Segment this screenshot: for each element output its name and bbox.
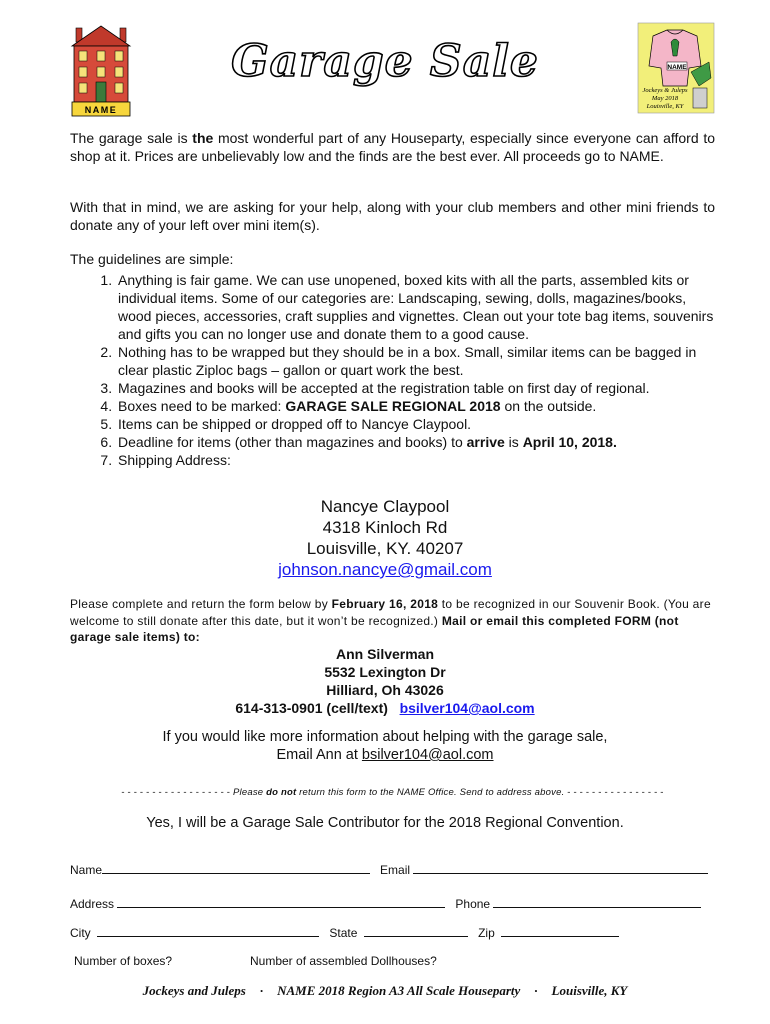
- cut-dashes-left: - - - - - - - - - - - - - - - - - -: [121, 787, 231, 798]
- intro-paragraph-1: [70, 129, 715, 165]
- more-info-text: Email Ann at: [276, 747, 362, 763]
- guideline-text: on the outside.: [500, 398, 597, 414]
- form-row-counts: [70, 954, 715, 966]
- shipping-address: [0, 496, 770, 580]
- footer-separator: ·: [259, 983, 264, 998]
- guideline-item: 3. Magazines and books will be accepted at the registration table on first day of regional.: [116, 379, 715, 397]
- contact-city: Hilliard, Oh 43026: [326, 682, 444, 698]
- contact-street: 5532 Lexington Dr: [324, 664, 446, 680]
- address-label: Address: [70, 897, 115, 911]
- guideline-item: [116, 433, 715, 451]
- address-field[interactable]: [117, 895, 445, 908]
- intro-text: The garage sale is: [70, 130, 193, 146]
- city-label: City: [70, 926, 91, 940]
- phone-label: Phone: [455, 897, 491, 911]
- note-text: to be recognized in our Souvenir Book. (You are welcome to still donate after this date, but it won’t be recognized.): [70, 597, 711, 628]
- phone-field[interactable]: [493, 895, 701, 908]
- contact-phone: 614-313-0901 (cell/text): [235, 700, 388, 716]
- form-row-city-state-zip: [70, 924, 715, 940]
- intro-emphasis: the: [192, 130, 214, 146]
- state-label: State: [329, 926, 358, 940]
- form-heading: Yes, I will be a Garage Sale Contributor for the 2018 Regional Convention.: [146, 815, 624, 831]
- shipping-name: Nancye Claypool: [320, 497, 450, 516]
- name-label: Name: [70, 863, 103, 877]
- guideline-text: is: [504, 434, 523, 450]
- dollhouses-label: Number of assembled Dollhouses?: [250, 954, 437, 966]
- logo-left-label: NAME: [84, 105, 118, 115]
- box-marking: GARAGE SALE REGIONAL 2018: [285, 398, 501, 414]
- more-info: [0, 728, 770, 764]
- return-date: February 16, 2018: [331, 597, 439, 611]
- logo-right-name: NAME: [667, 64, 687, 71]
- guideline-item: [116, 397, 715, 415]
- city-field[interactable]: [97, 924, 319, 937]
- note-instruction: Mail or email this completed FORM (not garage sale items) to:: [70, 613, 679, 644]
- cut-text: Please: [233, 787, 267, 798]
- logo-right-line-1: Jockeys & Juleps: [642, 87, 688, 94]
- cut-text-rest: return this form to the NAME Office. Send to address above.: [296, 787, 565, 798]
- guideline-emphasis: arrive: [466, 434, 505, 450]
- form-row-name-email: [70, 861, 715, 877]
- footer-right: Louisville, KY: [551, 983, 628, 998]
- zip-field[interactable]: [501, 924, 619, 937]
- note-text: Please complete and return the form below by: [70, 597, 332, 611]
- state-field[interactable]: [364, 924, 468, 937]
- shipping-city: Louisville, KY. 40207: [306, 539, 464, 558]
- email-label: Email: [380, 863, 411, 877]
- guideline-item: 2. Nothing has to be wrapped but they should be in a box. Small, similar items can be bagged in clear plastic Ziploc bags – gallon or quart work the best.: [116, 343, 715, 379]
- deadline-date: April 10, 2018.: [522, 434, 617, 450]
- cut-line: [70, 787, 715, 798]
- footer-separator: ·: [534, 983, 538, 998]
- footer-middle: NAME 2018 Region A3 All Scale Houseparty: [277, 983, 521, 998]
- intro-text-rest: most wonderful part of any Houseparty, especially since everyone can afford to shop at it. Prices are unbelievably low and the finds are the best ever. All proceeds go to NAME.: [70, 130, 715, 164]
- logo-right-line-3: Louisville, KY: [646, 103, 684, 110]
- contact-address: [0, 645, 770, 717]
- more-info-email-link[interactable]: bsilver104@aol.com: [361, 747, 494, 763]
- boxes-label: Number of boxes?: [74, 954, 173, 966]
- form-return-note: [70, 596, 715, 646]
- guideline-text: Deadline for items (other than magazines and books) to: [118, 434, 467, 450]
- guidelines-list: [70, 271, 715, 469]
- zip-label: Zip: [478, 926, 495, 940]
- shipping-email-link[interactable]: johnson.nancye@gmail.com: [278, 560, 492, 579]
- guideline-item: 5. Items can be shipped or dropped off to Nancye Claypool.: [116, 415, 715, 433]
- contact-email-link[interactable]: bsilver104@aol.com: [399, 700, 535, 716]
- form-row-address-phone: [70, 895, 715, 911]
- guidelines-intro: The guidelines are simple:: [70, 251, 234, 267]
- cut-dashes-right: - - - - - - - - - - - - - - - -: [567, 787, 664, 798]
- guideline-item: 1. Anything is fair game. We can use unopened, boxed kits with all the parts, assembled kits or individual items. Some of our categories are: Landscaping, sewing, dolls, magazines/books, wood pieces, accessories, craft supplies and vignettes. Clean out your tote bag items, souvenirs and gifts you can no longer use and donate them to a good cause.: [116, 271, 715, 343]
- page-title: Garage Sale: [231, 36, 539, 87]
- more-info-line-1: If you would like more information about helping with the garage sale,: [162, 729, 608, 745]
- logo-right-line-2: May 2018: [651, 95, 679, 102]
- name-field[interactable]: [102, 861, 370, 874]
- email-field[interactable]: [413, 861, 708, 874]
- intro-paragraph-2: With that in mind, we are asking for your help, along with your club members and other mini friends to donate any of your left over mini item(s).: [70, 199, 715, 233]
- shipping-street: 4318 Kinloch Rd: [322, 518, 448, 537]
- footer-left: Jockeys and Juleps: [142, 983, 246, 998]
- guideline-text: Boxes need to be marked:: [118, 398, 286, 414]
- guideline-item: 7. Shipping Address:: [116, 451, 715, 469]
- page-footer: [0, 983, 770, 999]
- contact-name: Ann Silverman: [335, 646, 435, 662]
- cut-text-emphasis: do not: [266, 787, 297, 798]
